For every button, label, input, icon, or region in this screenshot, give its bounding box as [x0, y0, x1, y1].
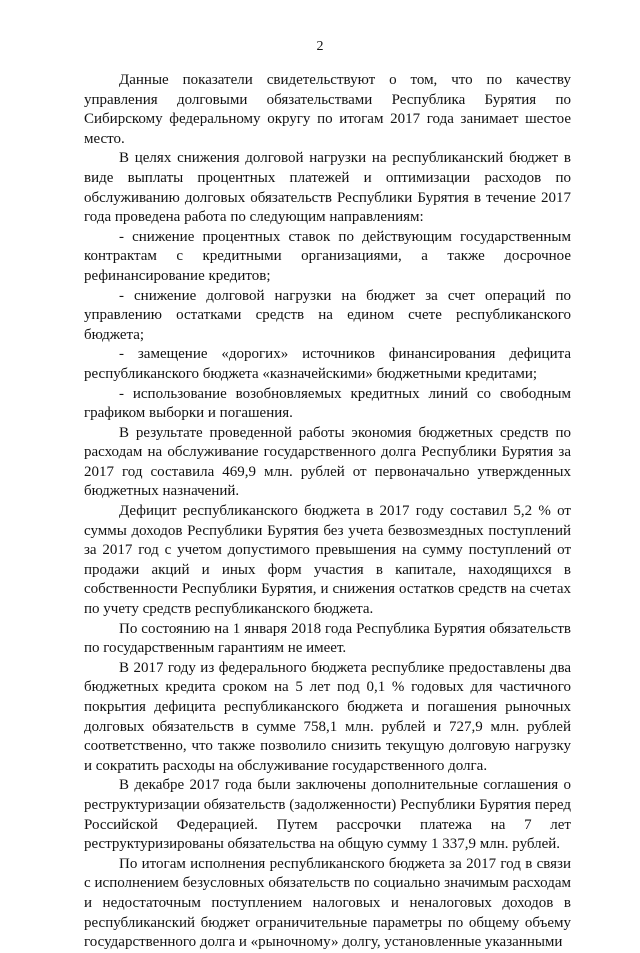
paragraph-savings: В результате проведенной работы экономия бюджетных средств по расходам на обслуживание государственного долга Республики Бурятия за 2017 год составила 469,9 млн. рублей от первоначально утвержденных бюджетных назначений.: [84, 424, 571, 500]
document-body: [84, 71, 571, 953]
list-item-credit-lines: - использование возобновляемых кредитных линий со свободным графиком выборки и погашения.: [84, 385, 571, 422]
paragraph-deficit: Дефицит республиканского бюджета в 2017 году составил 5,2 % от суммы доходов Республики Бурятия без учета безвозмездных поступлений за 2017 год с учетом допустимого превышения на сумму поступлений от продажи акций и иных форм участия в капитале, находящихся в собственности Республики Бурятия, и снижения остатков средств на счетах по учету средств республиканского бюджета.: [84, 503, 571, 618]
page-number: 2: [316, 39, 324, 54]
paragraph-restructuring: В декабре 2017 года были заключены дополнительные соглашения о реструктуризации обязательств (задолженности) Республики Бурятия перед Российской Федерацией. Путем рассрочки платежа на 7 лет реструктуризированы обязательства на общую сумму 1 337,9 млн. рублей.: [84, 777, 571, 853]
paragraph-federal-credits: В 2017 году из федерального бюджета республике предоставлены два бюджетных кредита сроком на 5 лет под 0,1 % годовых для частичного покрытия дефицита республиканского бюджета и погашения рыночных долговых обязательств в сумме 758,1 млн. рублей и 727,9 млн. рублей соответственно, что также позволило снизить текущую долговую нагрузку и сократить расходы на обслуживание государственного долга.: [84, 659, 571, 774]
paragraph-ranking: Данные показатели свидетельствуют о том, что по качеству управления долговыми обязательствами Республика Бурятия по Сибирскому федеральному округу по итогам 2017 года занимает шестое место.: [84, 72, 571, 147]
paragraph-debt-reduction-intro: В целях снижения долговой нагрузки на республиканский бюджет в виде выплаты процентных платежей и оптимизации расходов по обслуживанию долговых обязательств Республики Бурятия в течение 2017 года проведена работа по следующим направлениям:: [84, 150, 571, 226]
list-item-interest-rates: - снижение процентных ставок по действующим государственным контрактам с кредитными организациями, а также досрочное рефинансирование кредитов;: [84, 228, 571, 284]
list-item-account-management: - снижение долговой нагрузки на бюджет за счет операций по управлению остатками средств на едином счете республиканского бюджета;: [84, 287, 571, 343]
paragraph-guarantees: По состоянию на 1 января 2018 года Республика Бурятия обязательств по государственным гарантиям не имеет.: [84, 620, 571, 657]
list-item-source-replacement: - замещение «дорогих» источников финансирования дефицита республиканского бюджета «казначейскими» бюджетными кредитами;: [84, 346, 571, 382]
paragraph-execution-results: По итогам исполнения республиканского бюджета за 2017 год в связи с исполнением безусловных обязательств по социально значимым расходам и недостаточным поступлением налоговых и неналоговых доходов в республиканский бюджет ограничительные параметры по общему объему государственного долга и «рыночному» долгу, установленные указанными: [84, 855, 571, 951]
